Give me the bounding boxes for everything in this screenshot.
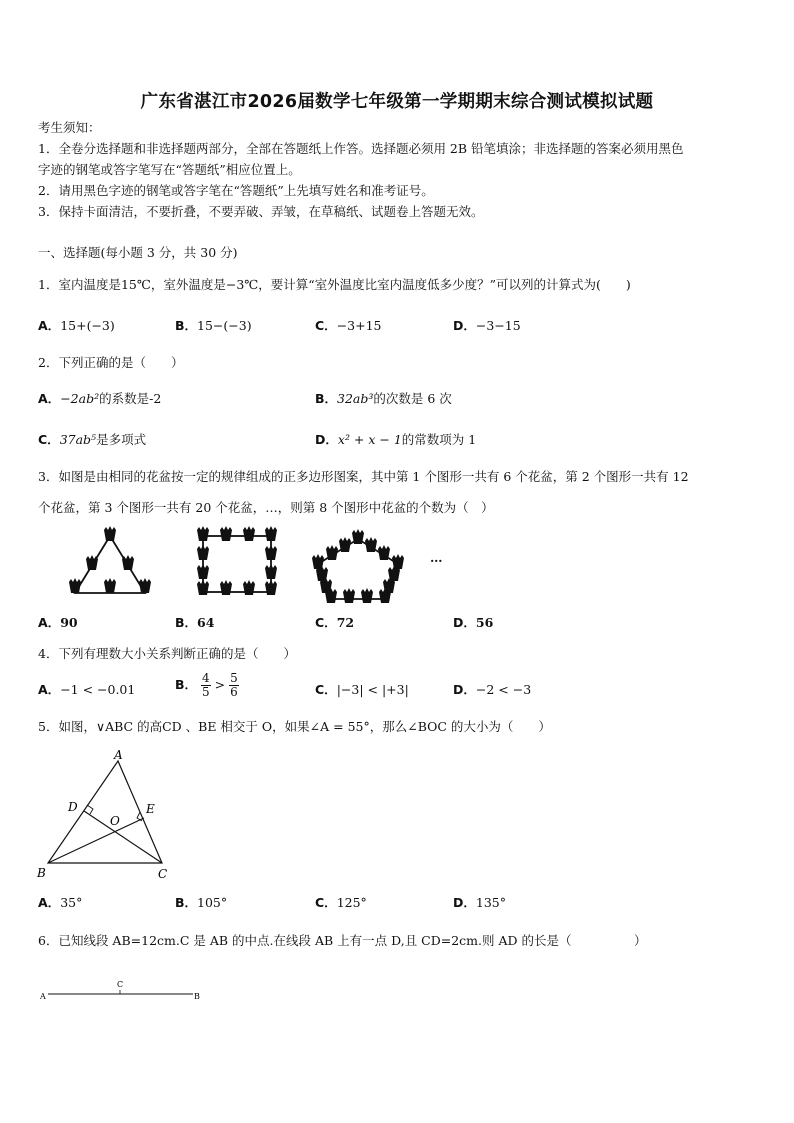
option-label: A． xyxy=(38,895,61,910)
option-label: D． xyxy=(453,895,476,910)
question-1-text: 1．室内温度是15℃，室外温度是−3℃，要计算“室外温度比室内温度低多少度？”可以列的计算式为( ) xyxy=(38,277,631,292)
point-o-label: O xyxy=(110,814,120,828)
q2-option-a[interactable] xyxy=(38,391,161,407)
q5-option-a[interactable] xyxy=(38,895,82,911)
option-value: 15+(−3) xyxy=(60,318,115,333)
exam-title: 广东省湛江市2026届数学七年级第一学期期末综合测试模拟试题 xyxy=(140,92,654,112)
triangle-abc-diagram xyxy=(30,745,180,885)
option-label: D． xyxy=(453,682,476,697)
q2-option-c[interactable] xyxy=(38,432,146,448)
q4-option-a[interactable] xyxy=(38,682,135,698)
notice-item-1a: 1．全卷分选择题和非选择题两部分，全部在答题纸上作答。选择题必须用 2B 铅笔填涂；非选择题的答案必须用黑色 xyxy=(38,141,684,156)
flowerpot-pattern-figures xyxy=(60,526,460,612)
triangle-figure xyxy=(69,526,151,593)
option-value: −3+15 xyxy=(336,318,382,333)
fraction-right: $\frac{5}{6}$ xyxy=(230,671,238,699)
q3-option-b[interactable] xyxy=(175,615,214,631)
option-label: D． xyxy=(315,432,338,447)
option-expr: 37ab⁵ xyxy=(59,432,97,447)
option-label: B． xyxy=(175,895,198,910)
question-5-text: 5．如图，∨ABC 的高CD 、BE 相交于 O，如果∠A = 55°，那么∠BOC 的大小为（ ） xyxy=(38,719,551,734)
q1-option-d[interactable] xyxy=(453,318,521,334)
option-tail: 的系数是-2 xyxy=(99,391,162,406)
option-label: B． xyxy=(315,391,338,406)
point-b-label: B xyxy=(194,992,200,1001)
option-expr: 32ab³ xyxy=(337,391,374,406)
pattern-ellipsis: … xyxy=(430,550,443,565)
option-label: C． xyxy=(315,682,337,697)
option-expr: |−3| < |+3| xyxy=(336,682,409,697)
square-figure xyxy=(197,526,277,595)
option-value: −3−15 xyxy=(475,318,521,333)
option-label: A． xyxy=(38,682,61,697)
q2-option-b[interactable] xyxy=(315,391,452,407)
option-tail: 是多项式 xyxy=(96,432,147,447)
question-3-line-1: 3．如图是由相同的花盆按一定的规律组成的正多边形图案，其中第 1 个图形一共有 6 个花盆，第 2 个图形一共有 12 xyxy=(38,469,689,484)
q5-option-d[interactable] xyxy=(453,895,506,911)
fraction-left: $\frac{4}{5}$ xyxy=(202,671,210,699)
option-label: C． xyxy=(315,615,337,630)
option-label: C． xyxy=(315,318,337,333)
pentagon-figure xyxy=(312,529,404,603)
option-value: 15−(−3) xyxy=(197,318,252,333)
option-value: 105° xyxy=(197,895,228,910)
option-label: B． xyxy=(175,677,198,692)
question-2-text: 2．下列正确的是（ ） xyxy=(38,355,184,370)
section-heading: 一、选择题(每小题 3 分，共 30 分) xyxy=(38,245,238,260)
option-label: D． xyxy=(453,615,476,630)
q4-option-c[interactable] xyxy=(315,682,409,698)
option-label: A． xyxy=(38,615,61,630)
option-label: A． xyxy=(38,318,61,333)
q1-option-c[interactable] xyxy=(315,318,382,334)
comparison-operator: > xyxy=(214,677,226,692)
option-expr: x² + x − 1 xyxy=(337,432,402,447)
point-a-label: A xyxy=(40,992,46,1001)
segment-ab-diagram xyxy=(38,975,208,1005)
q2-option-d[interactable] xyxy=(315,432,476,448)
option-tail: 的次数是 6 次 xyxy=(373,391,452,406)
option-label: C． xyxy=(38,432,60,447)
option-label: D． xyxy=(453,318,476,333)
q5-option-c[interactable] xyxy=(315,895,367,911)
option-expr: −2ab² xyxy=(60,391,100,406)
option-value: 64 xyxy=(197,615,215,630)
point-e-label: E xyxy=(146,802,155,816)
option-label: B． xyxy=(175,615,198,630)
option-label: C． xyxy=(315,895,337,910)
option-value: 125° xyxy=(336,895,367,910)
notice-item-2: 2．请用黑色字迹的钢笔或答字笔在“答题纸”上先填写姓名和准考证号。 xyxy=(38,183,434,198)
notice-item-1b: 字迹的钢笔或答字笔写在“答题纸”相应位置上。 xyxy=(38,162,301,177)
option-value: 35° xyxy=(60,895,83,910)
q5-option-b[interactable] xyxy=(175,895,227,911)
option-value: 72 xyxy=(336,615,355,630)
q4-option-d[interactable] xyxy=(453,682,531,698)
vertex-b-label: B xyxy=(37,866,46,880)
notice-item-3: 3．保持卡面清洁，不要折叠，不要弄破、弄皱，在草稿纸、试题卷上答题无效。 xyxy=(38,204,484,219)
option-label: B． xyxy=(175,318,198,333)
vertex-c-label: C xyxy=(158,867,168,881)
option-tail: 的常数项为 1 xyxy=(401,432,477,447)
option-value: 56 xyxy=(475,615,494,630)
q3-option-d[interactable] xyxy=(453,615,493,631)
question-4-text: 4．下列有理数大小关系判断正确的是（ ） xyxy=(38,646,296,661)
q3-option-c[interactable] xyxy=(315,615,354,631)
question-6-text: 6．已知线段 AB=12cm.C 是 AB 的中点.在线段 AB 上有一点 D,且 CD=2cm.则 AD 的长是（ ） xyxy=(38,933,647,948)
option-expr: −2 < −3 xyxy=(475,682,532,697)
q4-option-b[interactable] xyxy=(175,672,239,699)
point-c-label: C xyxy=(117,980,124,989)
question-3-line-2: 个花盆，第 3 个图形一共有 20 个花盆，…，则第 8 个图形中花盆的个数为（ ） xyxy=(38,500,494,515)
q3-option-a[interactable] xyxy=(38,615,78,631)
vertex-a-label: A xyxy=(114,748,123,762)
notice-heading: 考生须知： xyxy=(38,120,101,135)
option-value: 90 xyxy=(60,615,78,630)
q1-option-b[interactable] xyxy=(175,318,252,334)
q1-option-a[interactable] xyxy=(38,318,115,334)
option-label: A． xyxy=(38,391,61,406)
option-expr: −1 < −0.01 xyxy=(60,682,136,697)
point-d-label: D xyxy=(68,800,78,814)
option-value: 135° xyxy=(475,895,506,910)
